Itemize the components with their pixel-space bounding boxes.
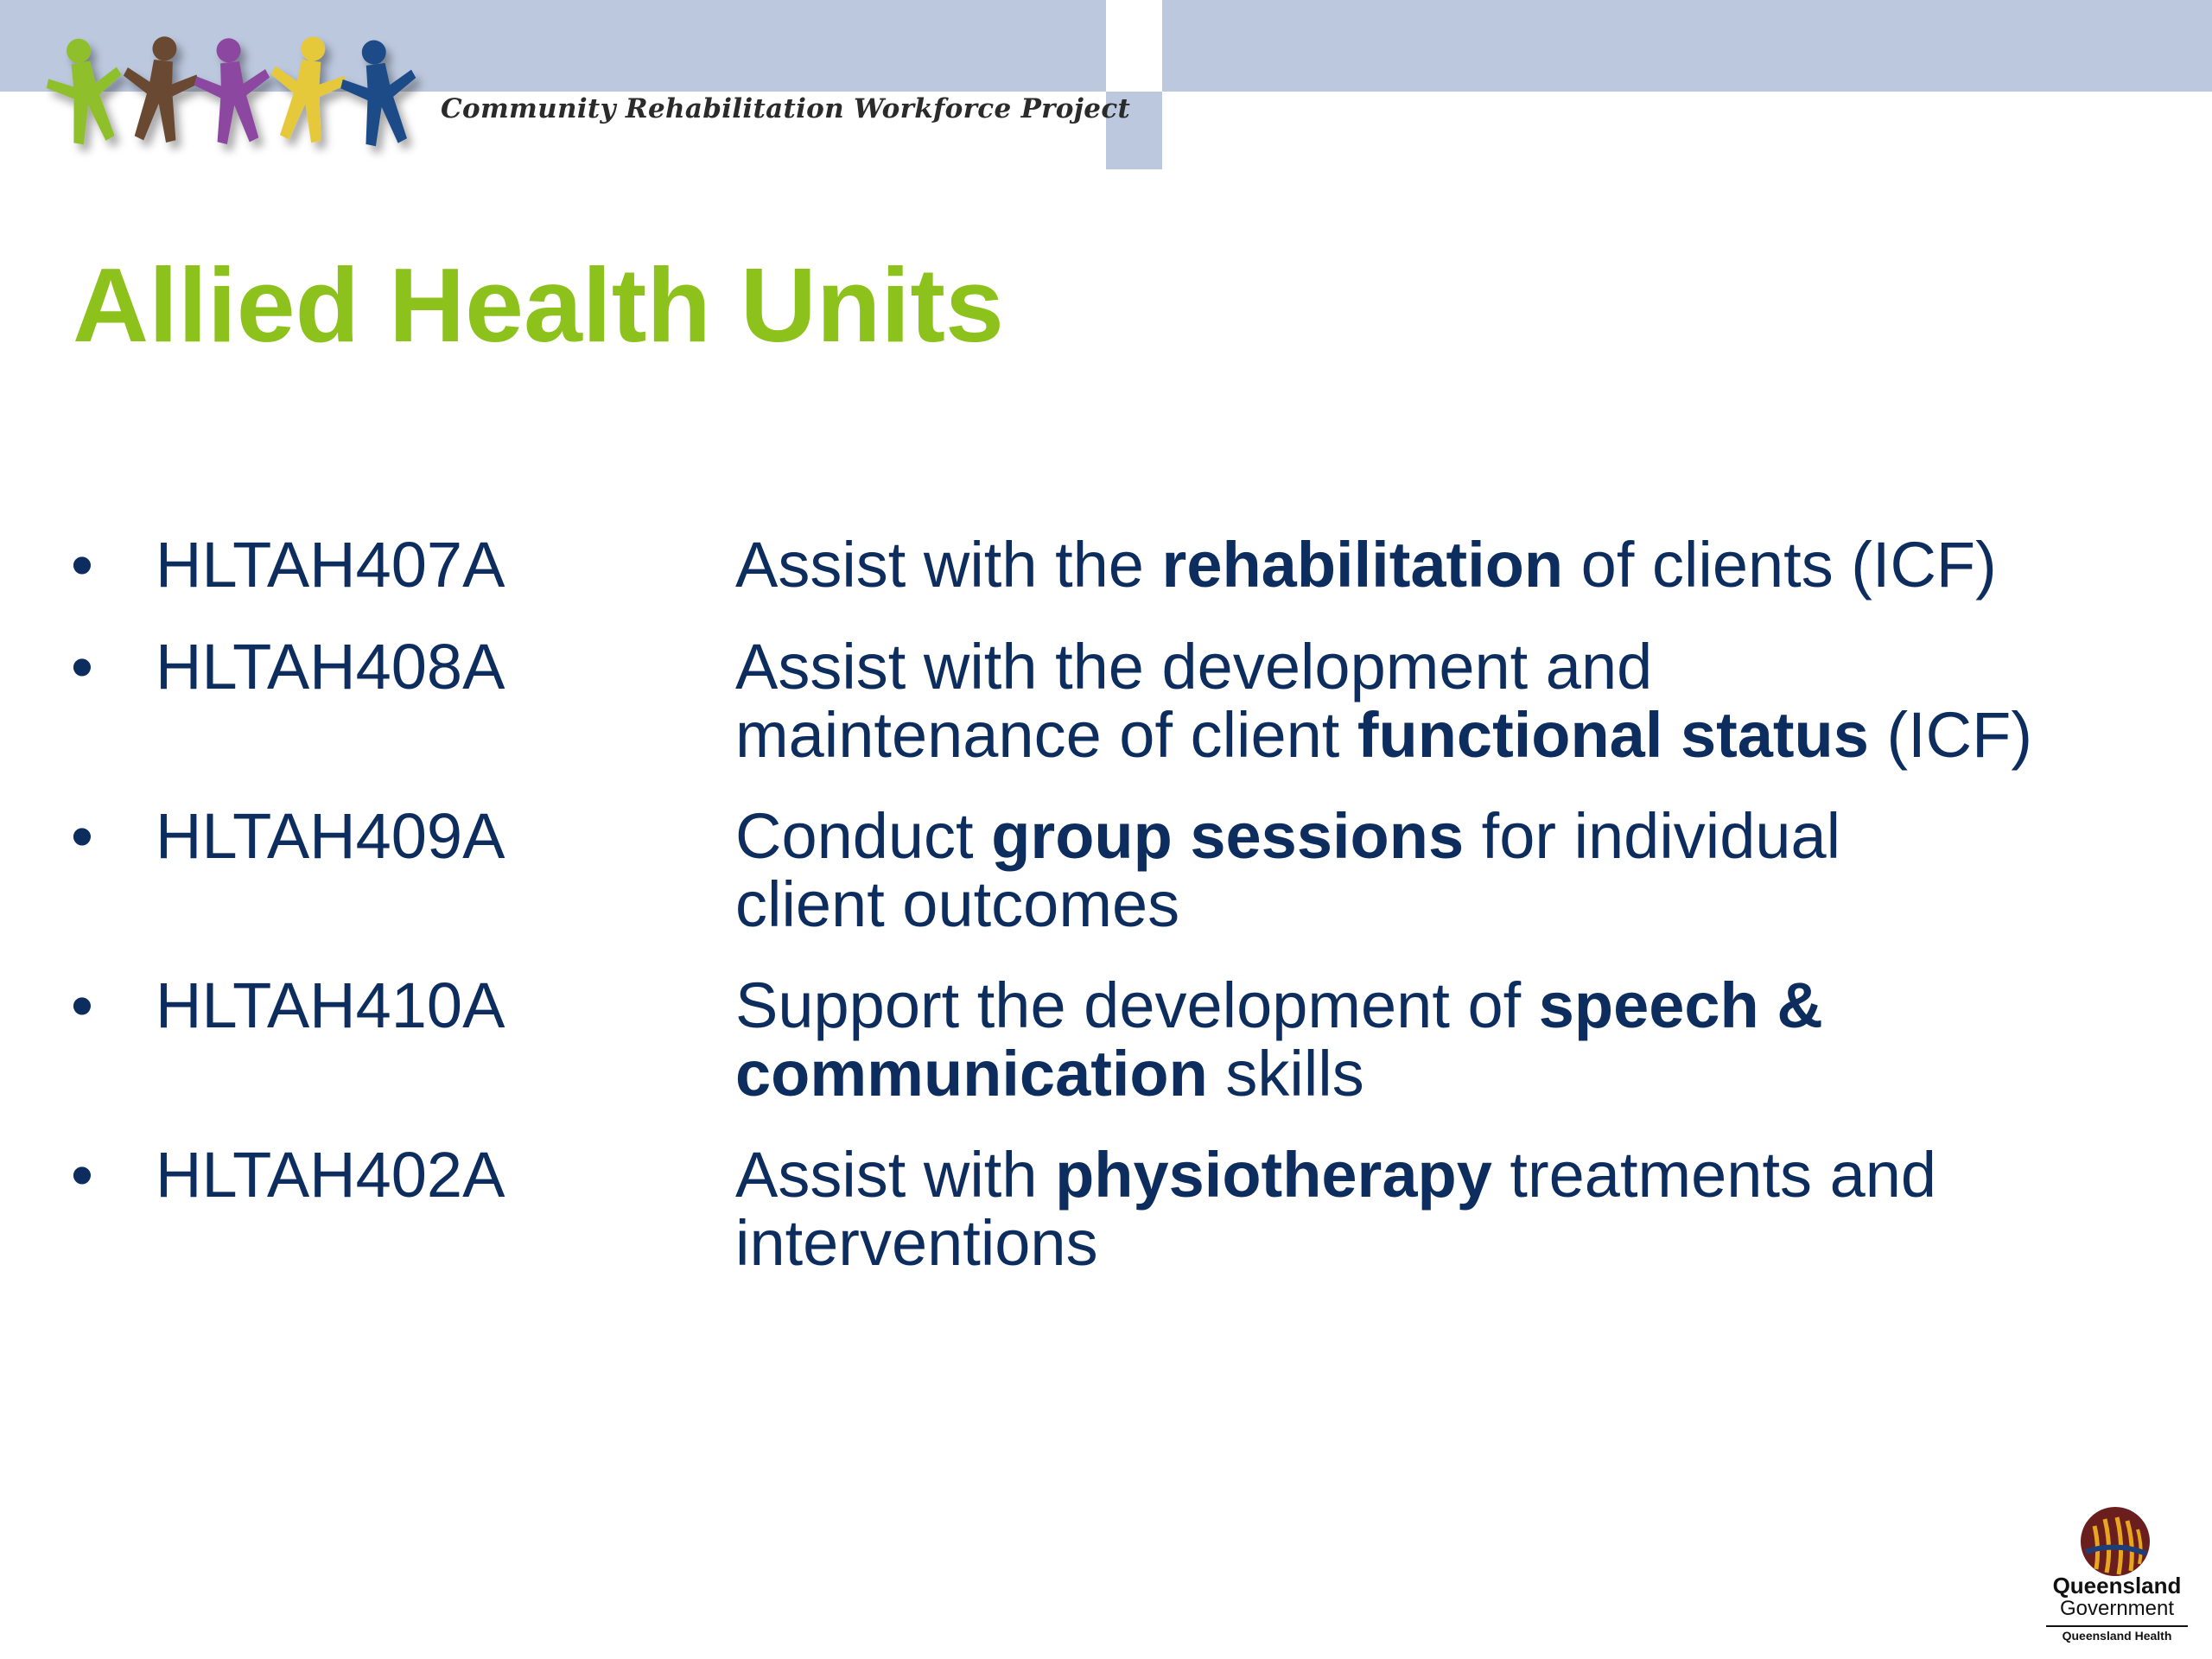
queensland-government-logo — [2039, 1495, 2195, 1650]
paper-chain-people-icon — [35, 26, 449, 173]
desc-text: for individual — [1464, 800, 1841, 872]
logo-text-queensland: Queensland — [2052, 1573, 2182, 1599]
desc-text: Assist with the — [735, 529, 1162, 601]
description-line: client outcomes — [735, 868, 1180, 940]
desc-emphasis: physiotherapy — [1055, 1139, 1492, 1211]
unit-code: HLTAH402A — [156, 1139, 505, 1211]
unit-description — [735, 802, 2204, 938]
header-band-right — [1162, 0, 2212, 92]
bullet: • — [71, 631, 93, 702]
desc-text: (ICF) — [1868, 699, 2032, 771]
unit-description — [735, 1141, 2204, 1277]
desc-text: Conduct — [735, 800, 992, 872]
desc-emphasis: communication — [735, 1038, 1208, 1109]
desc-emphasis: group sessions — [991, 800, 1465, 872]
desc-text: treatments and — [1491, 1139, 1937, 1211]
unit-description — [735, 971, 2204, 1108]
description-line — [735, 1039, 2204, 1108]
bullet: • — [71, 1139, 93, 1211]
bullet: • — [71, 800, 93, 872]
project-name: Community Rehabilitation Workforce Project — [441, 93, 1131, 124]
desc-text: Assist with — [735, 1139, 1056, 1211]
bullet: • — [71, 969, 93, 1041]
desc-text: skills — [1207, 1038, 1364, 1109]
desc-text: Support the development of — [735, 969, 1539, 1041]
description-line: interventions — [735, 1207, 1098, 1279]
unit-description — [735, 632, 2204, 769]
bullet: • — [71, 529, 93, 601]
logo-divider — [2046, 1625, 2188, 1627]
description-line — [735, 531, 2204, 599]
description-line — [735, 1141, 2204, 1209]
desc-emphasis: rehabilitation — [1161, 529, 1564, 601]
queensland-government-crest-icon — [2074, 1500, 2157, 1583]
unit-code: HLTAH407A — [156, 529, 505, 601]
unit-code: HLTAH410A — [156, 969, 505, 1041]
unit-code: HLTAH409A — [156, 800, 505, 872]
logo-text-government: Government — [2059, 1597, 2175, 1620]
desc-text: maintenance of client — [735, 699, 1357, 771]
description-line — [735, 701, 2204, 769]
desc-emphasis: speech & — [1538, 969, 1823, 1041]
slide-title: Allied Health Units — [73, 246, 1004, 364]
desc-text: of clients (ICF) — [1563, 529, 1997, 601]
unit-code: HLTAH408A — [156, 631, 505, 702]
description-line — [735, 971, 2204, 1039]
logo-text-queensland-health: Queensland Health — [2062, 1629, 2172, 1643]
unit-description — [735, 531, 2204, 599]
description-line: Assist with the development and — [735, 631, 1653, 702]
desc-emphasis: functional status — [1357, 699, 1869, 771]
description-line — [735, 802, 2204, 870]
